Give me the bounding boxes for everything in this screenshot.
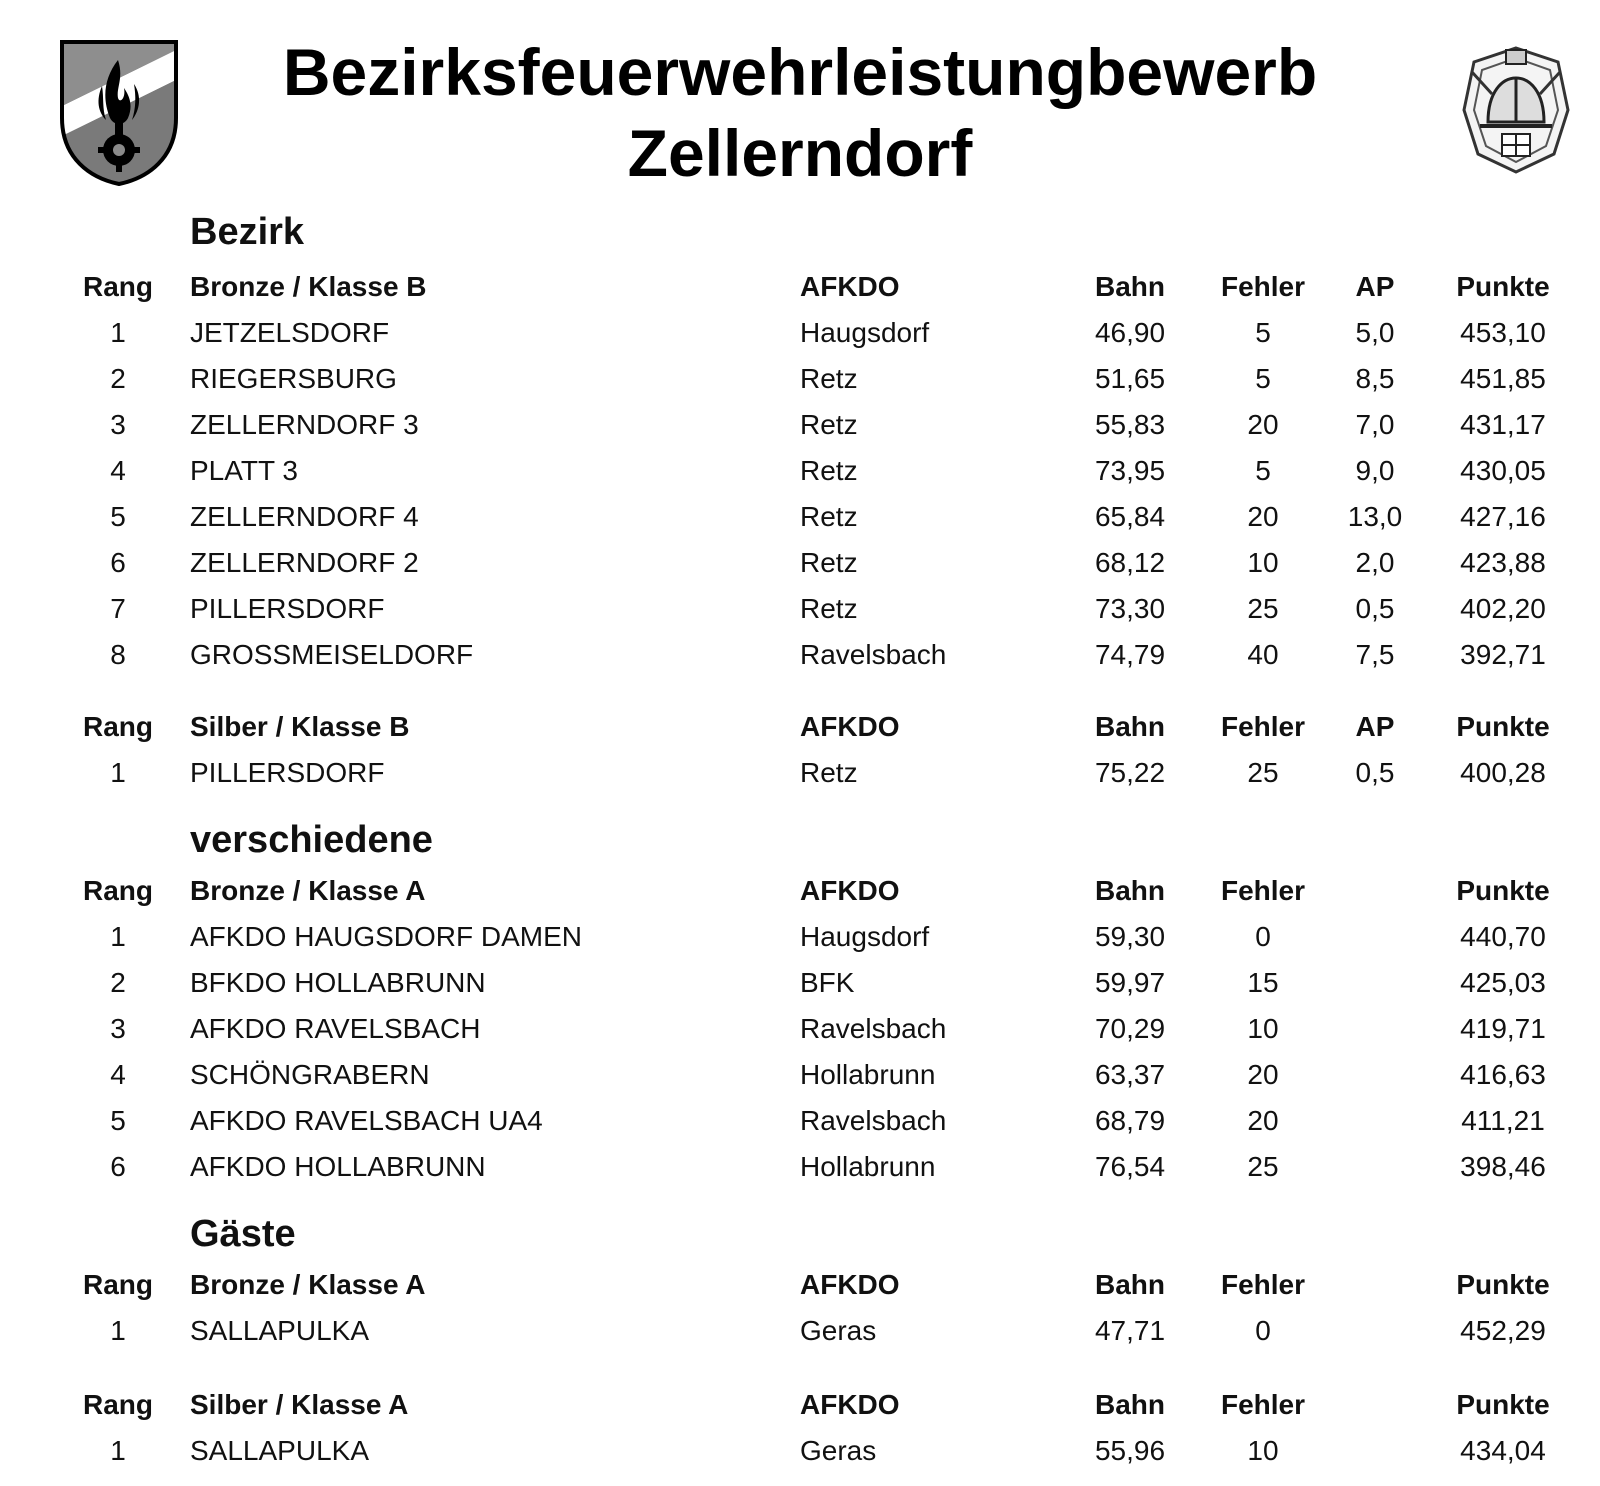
cell-bahn: 74,79	[1094, 639, 1166, 670]
cell-name: SALLAPULKA	[190, 1315, 369, 1346]
table-header-silber-klasse-b	[0, 704, 1600, 750]
cell-ap: 8,5	[1355, 363, 1395, 394]
cell-bahn: 55,83	[1094, 409, 1166, 440]
cell-rang: 8	[110, 639, 126, 670]
table-row	[0, 494, 1600, 540]
cell-name: ZELLERNDORF 3	[190, 409, 419, 440]
table-row	[0, 310, 1600, 356]
cell-punkte: 427,16	[1460, 501, 1546, 532]
cell-fehler: 25	[1247, 1151, 1279, 1182]
cell-fehler: 5	[1255, 317, 1271, 348]
cell-fehler: 20	[1247, 501, 1279, 532]
cell-name: PILLERSDORF	[190, 757, 385, 788]
column-header-bahn: Bahn	[1095, 875, 1165, 906]
cell-punkte: 411,21	[1461, 1105, 1545, 1136]
cell-punkte: 451,85	[1460, 363, 1546, 394]
column-header-fehler: Fehler	[1220, 1269, 1306, 1300]
cell-afkdo: Hollabrunn	[800, 1059, 936, 1090]
column-header-class: Silber / Klasse B	[190, 711, 410, 742]
column-header-bahn: Bahn	[1095, 271, 1165, 302]
page-title-line-2: Zellerndorf	[627, 116, 973, 190]
cell-fehler: 0	[1255, 1315, 1271, 1346]
cell-afkdo: Retz	[800, 363, 858, 394]
section-title-verschiedene: verschiedene	[190, 819, 433, 861]
cell-afkdo: Retz	[800, 757, 858, 788]
cell-afkdo: Ravelsbach	[800, 1013, 947, 1044]
column-header-afkdo: AFKDO	[800, 1389, 900, 1420]
cell-fehler: 15	[1247, 967, 1279, 998]
cell-ap: 7,0	[1355, 409, 1395, 440]
table-row	[0, 356, 1600, 402]
cell-rang: 1	[110, 1435, 126, 1466]
cell-afkdo: Ravelsbach	[800, 1105, 947, 1136]
cell-rang: 4	[110, 1059, 126, 1090]
cell-punkte: 398,46	[1460, 1151, 1546, 1182]
cell-fehler: 20	[1247, 409, 1279, 440]
table-row	[0, 1006, 1600, 1052]
cell-name: AFKDO RAVELSBACH UA4	[190, 1105, 543, 1136]
cell-name: PILLERSDORF	[190, 593, 385, 624]
cell-name: ZELLERNDORF 2	[190, 547, 419, 578]
table-row	[0, 1098, 1600, 1144]
table-row	[0, 914, 1600, 960]
cell-bahn: 59,30	[1094, 921, 1166, 952]
cell-ap: 0,5	[1355, 593, 1395, 624]
cell-fehler: 10	[1247, 1435, 1279, 1466]
cell-rang: 5	[110, 1105, 126, 1136]
cell-fehler: 10	[1247, 1013, 1279, 1044]
cell-rang: 5	[110, 501, 126, 532]
cell-name: BFKDO HOLLABRUNN	[190, 967, 486, 998]
cell-punkte: 431,17	[1460, 409, 1546, 440]
table-row	[0, 960, 1600, 1006]
cell-ap: 9,0	[1355, 455, 1395, 486]
cell-ap: 7,5	[1355, 639, 1395, 670]
cell-bahn: 70,29	[1094, 1013, 1166, 1044]
cell-ap: 13,0	[1347, 501, 1403, 532]
cell-fehler: 25	[1247, 757, 1279, 788]
column-header-rang: Rang	[83, 1389, 153, 1420]
cell-rang: 1	[110, 317, 126, 348]
column-header-fehler: Fehler	[1220, 1389, 1306, 1420]
cell-afkdo: Hollabrunn	[800, 1151, 936, 1182]
cell-bahn: 73,95	[1094, 455, 1166, 486]
column-header-bahn: Bahn	[1095, 1269, 1165, 1300]
cell-punkte: 430,05	[1460, 455, 1546, 486]
cell-bahn: 65,84	[1094, 501, 1166, 532]
cell-rang: 3	[110, 409, 126, 440]
table-row	[0, 750, 1600, 796]
column-header-class: Bronze / Klasse A	[190, 1269, 426, 1300]
cell-fehler: 10	[1247, 547, 1279, 578]
column-header-bahn: Bahn	[1095, 1389, 1165, 1420]
cell-punkte: 392,71	[1460, 639, 1546, 670]
table-row	[0, 1052, 1600, 1098]
column-header-rang: Rang	[83, 271, 153, 302]
table-row	[0, 632, 1600, 678]
column-header-fehler: Fehler	[1220, 875, 1306, 906]
cell-rang: 2	[110, 363, 126, 394]
cell-fehler: 0	[1255, 921, 1271, 952]
cell-punkte: 425,03	[1460, 967, 1546, 998]
cell-bahn: 51,65	[1094, 363, 1166, 394]
table-header-bronze-klasse-b	[0, 264, 1600, 310]
column-header-bahn: Bahn	[1095, 711, 1165, 742]
cell-ap: 0,5	[1355, 757, 1395, 788]
cell-afkdo: Retz	[800, 593, 858, 624]
cell-bahn: 47,71	[1094, 1315, 1166, 1346]
table-header-silber-klasse-a	[0, 1382, 1600, 1428]
cell-name: AFKDO RAVELSBACH	[190, 1013, 481, 1044]
cell-punkte: 419,71	[1460, 1013, 1546, 1044]
cell-name: RIEGERSBURG	[190, 363, 397, 394]
cell-punkte: 423,88	[1460, 547, 1546, 578]
cell-ap: 2,0	[1355, 547, 1395, 578]
cell-fehler: 5	[1255, 363, 1271, 394]
cell-rang: 2	[110, 967, 126, 998]
cell-rang: 7	[110, 593, 126, 624]
cell-afkdo: Geras	[800, 1315, 877, 1346]
table-row	[0, 586, 1600, 632]
cell-rang: 1	[110, 757, 126, 788]
cell-afkdo: Retz	[800, 547, 858, 578]
cell-punkte: 400,28	[1460, 757, 1546, 788]
cell-name: PLATT 3	[190, 455, 298, 486]
cell-ap: 5,0	[1355, 317, 1395, 348]
table-row	[0, 1144, 1600, 1190]
cell-name: SALLAPULKA	[190, 1435, 369, 1466]
section-title-gaeste: Gäste	[190, 1213, 296, 1255]
cell-rang: 3	[110, 1013, 126, 1044]
cell-name: AFKDO HOLLABRUNN	[190, 1151, 486, 1182]
cell-bahn: 75,22	[1094, 757, 1166, 788]
fire-brigade-helmet-emblem-icon	[1458, 42, 1574, 178]
cell-name: ZELLERNDORF 4	[190, 501, 419, 532]
column-header-punkte: Punkte	[1456, 1389, 1550, 1420]
table-row	[0, 448, 1600, 494]
cell-rang: 6	[110, 547, 126, 578]
cell-punkte: 452,29	[1460, 1315, 1546, 1346]
column-header-punkte: Punkte	[1456, 1269, 1550, 1300]
cell-afkdo: Haugsdorf	[800, 921, 930, 952]
column-header-class: Bronze / Klasse A	[190, 875, 426, 906]
cell-afkdo: Retz	[800, 409, 858, 440]
cell-afkdo: Geras	[800, 1435, 877, 1466]
cell-bahn: 73,30	[1094, 593, 1166, 624]
section-title-bezirk: Bezirk	[190, 211, 305, 253]
column-header-afkdo: AFKDO	[800, 271, 900, 302]
cell-afkdo: BFK	[800, 967, 855, 998]
cell-rang: 4	[110, 455, 126, 486]
cell-punkte: 440,70	[1460, 921, 1546, 952]
cell-fehler: 5	[1255, 455, 1271, 486]
table-row	[0, 402, 1600, 448]
cell-name: GROSSMEISELDORF	[190, 639, 474, 670]
cell-afkdo: Retz	[800, 501, 858, 532]
page-title-line-1: Bezirksfeuerwehrleistungbewerb	[282, 35, 1318, 109]
cell-rang: 1	[110, 1315, 126, 1346]
column-header-class: Bronze / Klasse B	[190, 271, 427, 302]
cell-rang: 6	[110, 1151, 126, 1182]
cell-rang: 1	[110, 921, 126, 952]
cell-fehler: 20	[1247, 1059, 1279, 1090]
column-header-rang: Rang	[83, 711, 153, 742]
cell-fehler: 25	[1247, 593, 1279, 624]
cell-bahn: 55,96	[1094, 1435, 1166, 1466]
column-header-afkdo: AFKDO	[800, 875, 900, 906]
column-header-punkte: Punkte	[1456, 711, 1550, 742]
table-header-bronze-klasse-a	[0, 868, 1600, 914]
table-row	[0, 540, 1600, 586]
table-row	[0, 1308, 1600, 1354]
cell-afkdo: Haugsdorf	[800, 317, 930, 348]
table-row	[0, 1428, 1600, 1474]
column-header-ap: AP	[1355, 271, 1395, 302]
table-header-bronze-klasse-a	[0, 1262, 1600, 1308]
cell-bahn: 76,54	[1094, 1151, 1166, 1182]
column-header-punkte: Punkte	[1456, 875, 1550, 906]
column-header-punkte: Punkte	[1456, 271, 1550, 302]
cell-afkdo: Ravelsbach	[800, 639, 947, 670]
column-header-class: Silber / Klasse A	[190, 1389, 409, 1420]
cell-bahn: 46,90	[1094, 317, 1166, 348]
cell-fehler: 20	[1247, 1105, 1279, 1136]
cell-punkte: 453,10	[1460, 317, 1546, 348]
column-header-afkdo: AFKDO	[800, 711, 900, 742]
cell-punkte: 434,04	[1460, 1435, 1546, 1466]
column-header-fehler: Fehler	[1220, 271, 1306, 302]
cell-afkdo: Retz	[800, 455, 858, 486]
column-header-afkdo: AFKDO	[800, 1269, 900, 1300]
cell-name: AFKDO HAUGSDORF DAMEN	[190, 921, 583, 952]
cell-name: SCHÖNGRABERN	[190, 1059, 430, 1090]
cell-bahn: 68,12	[1094, 547, 1166, 578]
column-header-rang: Rang	[83, 1269, 153, 1300]
cell-bahn: 59,97	[1094, 967, 1166, 998]
column-header-ap: AP	[1355, 711, 1395, 742]
cell-bahn: 68,79	[1094, 1105, 1166, 1136]
column-header-fehler: Fehler	[1220, 711, 1306, 742]
cell-fehler: 40	[1247, 639, 1279, 670]
cell-punkte: 402,20	[1460, 593, 1546, 624]
cell-name: JETZELSDORF	[190, 317, 390, 348]
column-header-rang: Rang	[83, 875, 153, 906]
cell-bahn: 63,37	[1094, 1059, 1166, 1090]
cell-punkte: 416,63	[1460, 1059, 1546, 1090]
